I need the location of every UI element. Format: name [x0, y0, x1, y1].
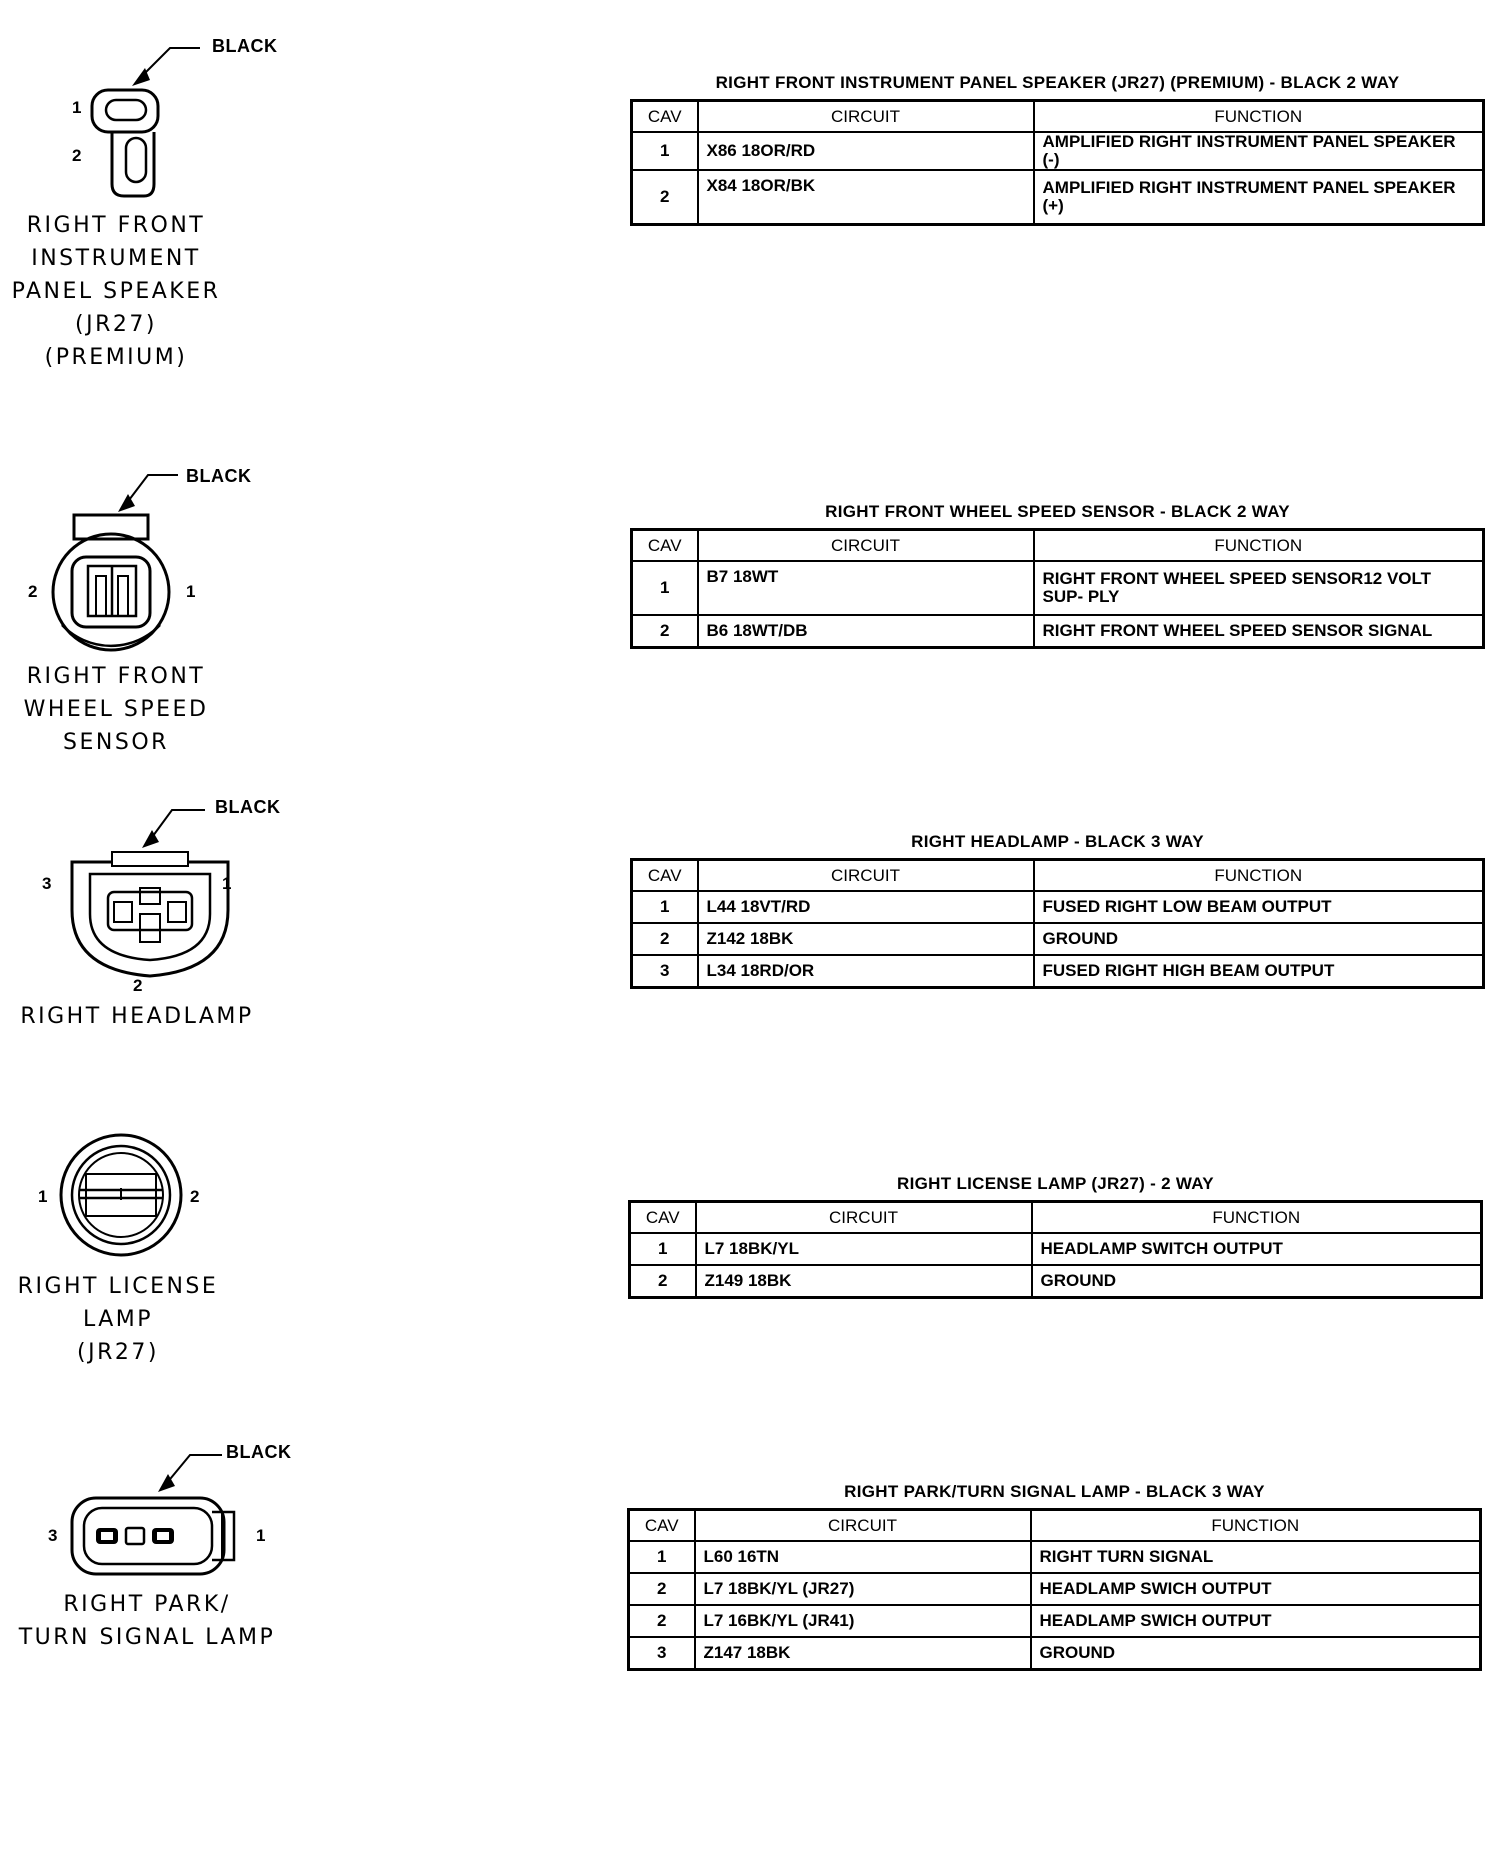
- cell-cav: 1: [629, 1541, 695, 1573]
- table-header-row: [630, 1202, 1482, 1234]
- cell-cav: 1: [632, 132, 698, 170]
- connector-wheel-speed-sensor: [0, 460, 300, 760]
- connector-table-park-turn-lamp: [627, 1480, 1482, 1671]
- cavity-number: 3: [42, 874, 52, 893]
- cell-function: GROUND: [1031, 1637, 1481, 1670]
- cell-cav: 2: [632, 170, 698, 225]
- wheel-speed-connector-icon: [0, 460, 300, 660]
- connector-label-line: TURN SIGNAL LAMP: [18, 1625, 276, 1650]
- cell-circuit: X84 18OR/BK: [698, 170, 1034, 225]
- cell-circuit: L60 16TN: [695, 1541, 1031, 1573]
- header-circuit: CIRCUIT: [698, 530, 1034, 562]
- connector-label: [0, 209, 232, 374]
- cell-function: HEADLAMP SWITCH OUTPUT: [1032, 1233, 1482, 1265]
- connector-label: [0, 1588, 294, 1654]
- cell-circuit: L7 18BK/YL (JR27): [695, 1573, 1031, 1605]
- table-row: [630, 1233, 1482, 1265]
- header-circuit: CIRCUIT: [698, 101, 1034, 133]
- connector-color-tag: BLACK: [215, 797, 281, 817]
- cavity-number: 1: [38, 1187, 48, 1206]
- cell-cav: 1: [632, 561, 698, 615]
- cell-circuit: B7 18WT: [698, 561, 1034, 615]
- connector-label-line: RIGHT HEADLAMP: [20, 1004, 254, 1029]
- cell-cav: 2: [629, 1605, 695, 1637]
- cell-circuit: Z149 18BK: [696, 1265, 1032, 1298]
- cell-cav: 3: [632, 955, 698, 988]
- table-row: [629, 1605, 1481, 1637]
- cell-function: AMPLIFIED RIGHT INSTRUMENT PANEL SPEAKER (+): [1034, 170, 1484, 225]
- table-row: [632, 132, 1484, 170]
- pinout-table: [627, 1508, 1482, 1671]
- table-header-row: [629, 1510, 1481, 1542]
- cell-function: FUSED RIGHT LOW BEAM OUTPUT: [1034, 891, 1484, 923]
- header-circuit: CIRCUIT: [696, 1202, 1032, 1234]
- speaker-connector-icon: [0, 0, 300, 200]
- connector-label-line: (PREMIUM): [44, 345, 188, 370]
- cell-function: GROUND: [1032, 1265, 1482, 1298]
- table-header-row: [632, 860, 1484, 892]
- pinout-table: [630, 528, 1485, 649]
- connector-label-line: WHEEL SPEED: [23, 697, 209, 722]
- table-row: [632, 891, 1484, 923]
- header-function: FUNCTION: [1034, 530, 1484, 562]
- connector-park-turn-lamp: [0, 1440, 300, 1670]
- table-row: [632, 561, 1484, 615]
- table-row: [632, 170, 1484, 225]
- cavity-number: 3: [48, 1526, 58, 1545]
- connector-color-tag: BLACK: [212, 36, 278, 56]
- connector-label: [0, 1270, 236, 1369]
- cell-function: GROUND: [1034, 923, 1484, 955]
- connector-label-line: INSTRUMENT: [31, 246, 201, 271]
- table-title: RIGHT HEADLAMP - BLACK 3 WAY: [911, 832, 1204, 851]
- header-function: FUNCTION: [1034, 860, 1484, 892]
- table-row: [629, 1541, 1481, 1573]
- connector-headlamp: [0, 790, 300, 1040]
- cell-function: HEADLAMP SWICH OUTPUT: [1031, 1605, 1481, 1637]
- connector-color-tag: BLACK: [226, 1442, 292, 1462]
- pinout-table: [630, 99, 1485, 226]
- cell-cav: 2: [629, 1573, 695, 1605]
- header-cav: CAV: [632, 101, 698, 133]
- pinout-table: [630, 858, 1485, 989]
- connector-label-line: (JR27): [77, 1340, 159, 1365]
- header-circuit: CIRCUIT: [698, 860, 1034, 892]
- connector-license-lamp: [0, 1130, 300, 1380]
- cavity-number: 2: [133, 976, 143, 995]
- table-row: [629, 1573, 1481, 1605]
- table-header-row: [632, 101, 1484, 133]
- cell-function: RIGHT FRONT WHEEL SPEED SENSOR12 VOLT SUP- PLY: [1034, 561, 1484, 615]
- cell-function: HEADLAMP SWICH OUTPUT: [1031, 1573, 1481, 1605]
- connector-label-line: RIGHT FRONT: [26, 213, 206, 238]
- connector-color-tag: BLACK: [186, 466, 252, 486]
- header-function: FUNCTION: [1031, 1510, 1481, 1542]
- table-row: [632, 615, 1484, 648]
- cell-circuit: Z142 18BK: [698, 923, 1034, 955]
- cell-function: RIGHT TURN SIGNAL: [1031, 1541, 1481, 1573]
- cell-cav: 1: [630, 1233, 696, 1265]
- connector-table-headlamp: [630, 830, 1485, 989]
- connector-label-line: RIGHT PARK/: [63, 1592, 231, 1617]
- connector-label-line: (JR27): [75, 312, 157, 337]
- park-turn-lamp-connector-icon: [0, 1440, 300, 1600]
- connector-label-line: SENSOR: [63, 730, 169, 755]
- cavity-number: 1: [222, 874, 232, 893]
- cell-circuit: Z147 18BK: [695, 1637, 1031, 1670]
- cell-cav: 2: [632, 923, 698, 955]
- connector-label-line: PANEL SPEAKER: [11, 279, 221, 304]
- cavity-number: 1: [186, 582, 196, 601]
- cell-function: AMPLIFIED RIGHT INSTRUMENT PANEL SPEAKER (-): [1034, 132, 1484, 170]
- cell-circuit: B6 18WT/DB: [698, 615, 1034, 648]
- table-header-row: [632, 530, 1484, 562]
- cavity-number: 2: [72, 146, 82, 165]
- table-row: [629, 1637, 1481, 1670]
- table-row: [632, 923, 1484, 955]
- cell-function: FUSED RIGHT HIGH BEAM OUTPUT: [1034, 955, 1484, 988]
- cavity-number: 2: [190, 1187, 200, 1206]
- header-cav: CAV: [630, 1202, 696, 1234]
- cell-circuit: L34 18RD/OR: [698, 955, 1034, 988]
- cell-circuit: X86 18OR/RD: [698, 132, 1034, 170]
- cell-function: RIGHT FRONT WHEEL SPEED SENSOR SIGNAL: [1034, 615, 1484, 648]
- connector-label: [0, 660, 232, 759]
- cavity-number: 2: [28, 582, 38, 601]
- cell-cav: 3: [629, 1637, 695, 1670]
- connector-label: [12, 1000, 262, 1033]
- header-function: FUNCTION: [1032, 1202, 1482, 1234]
- connector-ip-speaker: [0, 0, 300, 380]
- cell-circuit: L7 18BK/YL: [696, 1233, 1032, 1265]
- header-cav: CAV: [632, 860, 698, 892]
- table-title: RIGHT PARK/TURN SIGNAL LAMP - BLACK 3 WAY: [844, 1482, 1265, 1501]
- header-function: FUNCTION: [1034, 101, 1484, 133]
- table-row: [632, 955, 1484, 988]
- header-circuit: CIRCUIT: [695, 1510, 1031, 1542]
- connector-label-line: LAMP: [82, 1307, 154, 1332]
- connector-table-license-lamp: [628, 1172, 1483, 1299]
- table-title: RIGHT LICENSE LAMP (JR27) - 2 WAY: [897, 1174, 1214, 1193]
- table-title: RIGHT FRONT WHEEL SPEED SENSOR - BLACK 2 WAY: [825, 502, 1290, 521]
- connector-label-line: RIGHT FRONT: [26, 664, 206, 689]
- table-title: RIGHT FRONT INSTRUMENT PANEL SPEAKER (JR27) (PREMIUM) - BLACK 2 WAY: [715, 73, 1400, 92]
- cell-cav: 1: [632, 891, 698, 923]
- cavity-number: 1: [72, 98, 82, 117]
- cell-cav: 2: [630, 1265, 696, 1298]
- pinout-table: [628, 1200, 1483, 1299]
- connector-table-ip-speaker: [630, 71, 1485, 226]
- header-cav: CAV: [629, 1510, 695, 1542]
- cell-circuit: L44 18VT/RD: [698, 891, 1034, 923]
- cell-circuit: L7 16BK/YL (JR41): [695, 1605, 1031, 1637]
- table-row: [630, 1265, 1482, 1298]
- cavity-number: 1: [256, 1526, 266, 1545]
- cell-cav: 2: [632, 615, 698, 648]
- connector-table-wheel-speed-sensor: [630, 500, 1485, 649]
- header-cav: CAV: [632, 530, 698, 562]
- connector-label-line: RIGHT LICENSE: [17, 1274, 219, 1299]
